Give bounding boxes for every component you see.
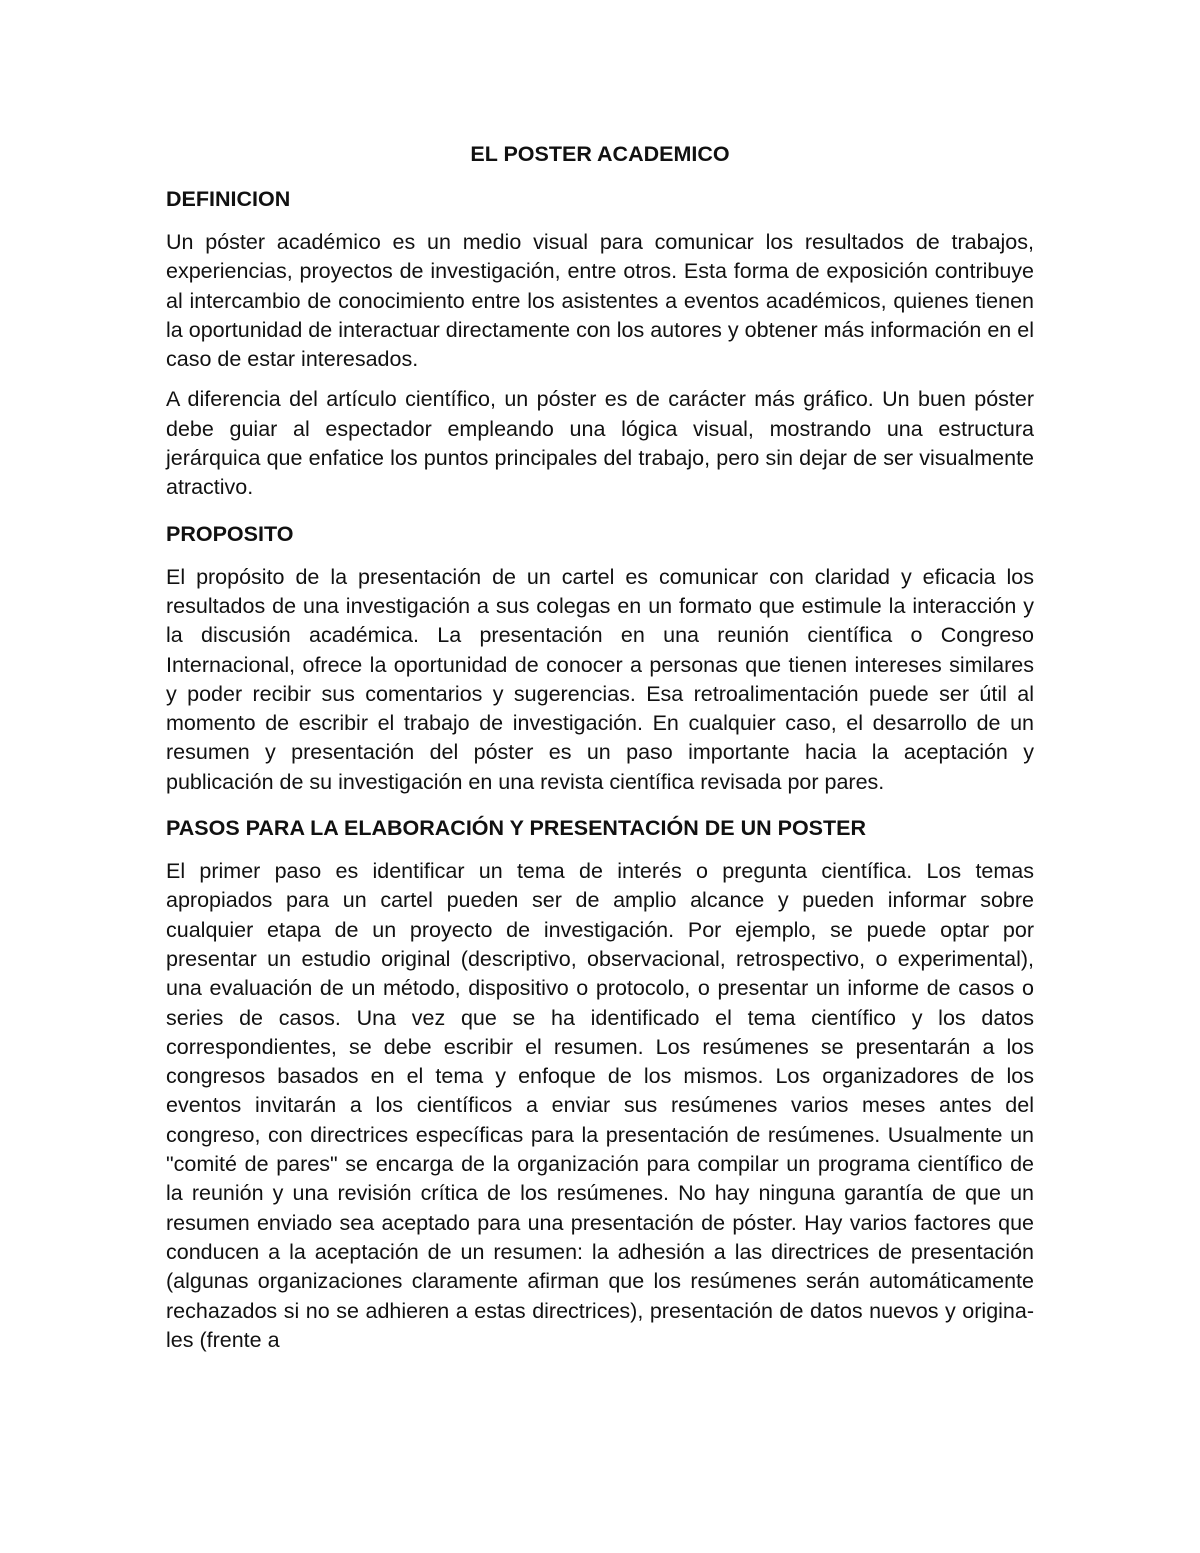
section-heading-proposito: PROPOSITO (166, 521, 294, 546)
section-heading-definicion: DEFINICION (166, 187, 291, 211)
paragraph-pasos-1: El primer paso es identificar un tema de interés o pregunta científica. Los temas apropiados para un cartel pueden ser de amplio alcance y pueden informar sobre cualquier etapa de un proyecto de investigación. Por ejemplo, se puede optar por presentar un estudio original (descriptivo, observacional, retrospectivo, o experimental), una evaluación de un método, dispositivo o protocolo, o presentar un informe de casos o series de casos. Una vez que se ha identificado el tema científico y los datos correspondientes, se debe escribir el resumen. Los resúmenes se presentarán a los congresos basados en el tema y enfoque de los mismos. Los organizadores de los eventos invitarán a los científicos a enviar sus resúmenes varios meses antes del congreso, con directrices específicas para la presentación de resúmenes. Usualmente un "comité de pares" se encarga de la organización para compilar un programa científico de la reunión y una revisión crítica de los resúmenes. No hay ninguna garantía de que un resumen enviado sea aceptado para una presentación de póster. Hay varios factores que conducen a la aceptación de un resumen: la adhesión a las directrices de presentación (algunas organizaciones claramente afirman que los resúmenes serán automáticamente rechazados si no se adhieren a estas directrices), presentación de datos nuevos y origina-les (frente a (166, 859, 1034, 1352)
section-heading-pasos: PASOS PARA LA ELABORACIÓN Y PRESENTACIÓN DE UN POSTER (166, 816, 867, 841)
paragraph-proposito-1: El propósito de la presentación de un cartel es comunicar con claridad y eficacia los resultados de una investigación a sus colegas en un formato que estimule la interacción y la discusión académica. La presentación en una reunión científica o Congreso Internacional, ofrece la oportunidad de conocer a personas que tienen intereses similares y poder recibir sus comentarios y sugerencias. Esa retroalimentación puede ser útil al momento de escribir el trabajo de investigación. En cualquier caso, el desarrollo de un resumen y presentación del póster es un paso importante hacia la aceptación y publicación de su investigación en una revista científica revisada por pares. (166, 564, 1034, 794)
document-page (166, 138, 1034, 1366)
paragraph-definicion-1: Un póster académico es un medio visual para comunicar los resultados de trabajos, experiencias, proyectos de investigación, entre otros. Esta forma de exposición contribuye al intercambio de conocimiento entre los asistentes a eventos académicos, quienes tienen la oportunidad de interactuar directamente con los autores y obtener más información en el caso de estar interesados. (166, 230, 1034, 372)
document-title: EL POSTER ACADEMICO (470, 142, 730, 166)
paragraph-definicion-2: A diferencia del artículo científico, un póster es de carácter más gráfico. Un buen póster debe guiar al espectador empleando una lógica visual, mostrando una estructura jerárquica que enfatice los puntos principales del trabajo, pero sin dejar de ser visualmente atractivo. (166, 387, 1034, 500)
